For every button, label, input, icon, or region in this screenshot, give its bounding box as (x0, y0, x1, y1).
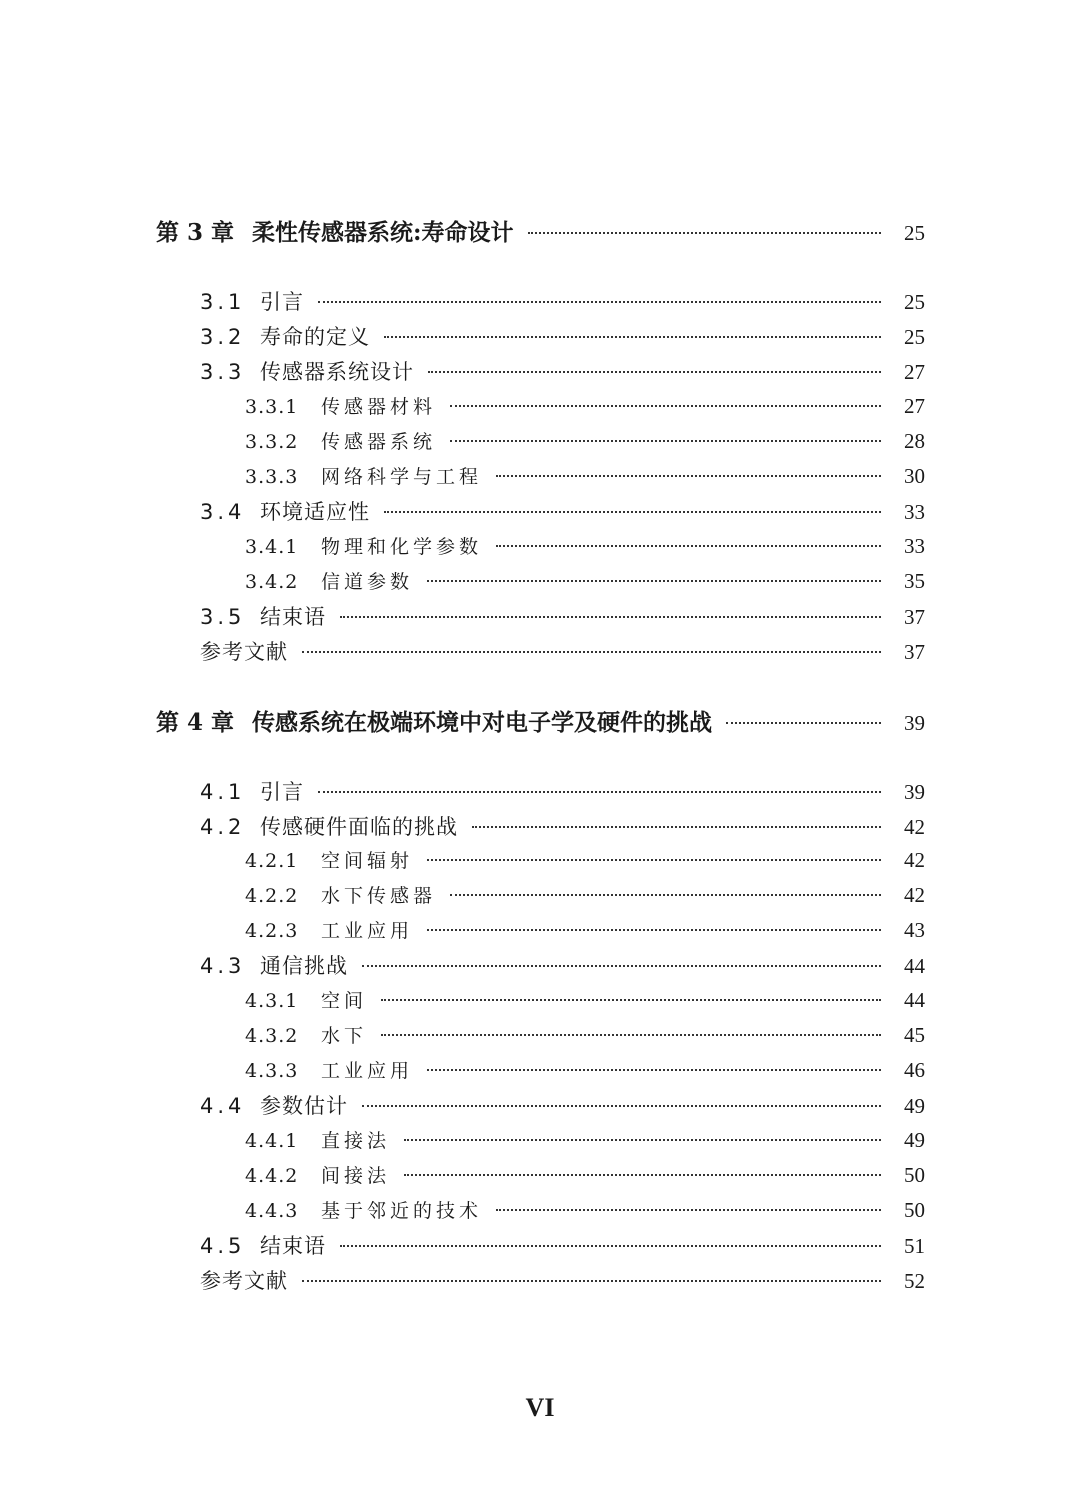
chapter-number: 第 4 章 (156, 709, 235, 736)
dot-leader (404, 1139, 881, 1141)
page-number: 35 (904, 569, 925, 593)
subsection-title: 间接法 (321, 1165, 391, 1187)
dot-leader (340, 1245, 881, 1247)
dot-leader (381, 999, 881, 1001)
dot-leader (472, 826, 881, 828)
section-title: 通信挑战 (260, 954, 348, 978)
section-number: 3.4 (200, 500, 246, 524)
section-number: 4.1 (200, 780, 246, 804)
subsection-number: 4.2.2 (245, 885, 299, 907)
section-title: 寿命的定义 (260, 325, 370, 349)
page-number: 33 (904, 534, 925, 558)
dot-leader (340, 616, 881, 618)
subsection-title: 空间辐射 (321, 850, 414, 872)
toc-entry (0, 1230, 1080, 1260)
section-title: 环境适应性 (260, 500, 370, 524)
subsection-title: 网络科学与工程 (321, 466, 483, 488)
toc-entry (0, 427, 1080, 454)
dot-leader (450, 440, 881, 442)
subsection-title: 直接法 (321, 1130, 391, 1152)
subsection-number: 4.2.3 (245, 920, 299, 942)
page-number: 45 (904, 1023, 925, 1047)
subsection-number: 4.3.2 (245, 1025, 299, 1047)
chapter-title: 柔性传感器系统:寿命设计 (252, 219, 514, 246)
page-number: 30 (904, 464, 925, 488)
subsection-title: 工业应用 (321, 1060, 414, 1082)
page-number: 33 (904, 500, 925, 524)
page-number: 27 (904, 394, 925, 418)
dot-leader (427, 1069, 881, 1071)
toc-entry (0, 776, 1080, 806)
section-number: 4.3 (200, 954, 246, 978)
toc-entry (0, 846, 1080, 873)
toc-entry (0, 356, 1080, 386)
subsection-number: 4.3.3 (245, 1060, 299, 1082)
chapter-heading (0, 704, 1080, 737)
section-number: 4.5 (200, 1234, 246, 1258)
dot-leader (528, 232, 882, 234)
toc-entry (0, 532, 1080, 559)
page-number: 42 (904, 883, 925, 907)
subsection-title: 信道参数 (321, 571, 414, 593)
page-number: 39 (904, 780, 925, 804)
dot-leader (496, 475, 881, 477)
subsection-number: 4.4.1 (245, 1130, 299, 1152)
section-title: 传感器系统设计 (260, 360, 414, 384)
page-number: 42 (904, 848, 925, 872)
chapter-title: 传感系统在极端环境中对电子学及硬件的挑战 (252, 709, 712, 736)
toc-entry (0, 1196, 1080, 1223)
toc-entry (0, 1090, 1080, 1120)
dot-leader (428, 371, 881, 373)
section-title: 参考文献 (200, 1269, 288, 1293)
section-number: 3.5 (200, 605, 246, 629)
section-number: 4.2 (200, 815, 246, 839)
subsection-number: 4.4.3 (245, 1200, 299, 1222)
subsection-number: 4.2.1 (245, 850, 299, 872)
dot-leader (384, 336, 881, 338)
page-number: 25 (904, 325, 925, 349)
subsection-number: 3.3.1 (245, 396, 299, 418)
page-footer-number: VI (525, 1393, 555, 1422)
subsection-title: 物理和化学参数 (321, 536, 483, 558)
toc-entry (0, 1056, 1080, 1083)
subsection-title: 空间 (321, 990, 368, 1012)
page-number: 46 (904, 1058, 925, 1082)
dot-leader (496, 1209, 881, 1211)
page-number: 49 (904, 1128, 925, 1152)
dot-leader (381, 1034, 881, 1036)
dot-leader (404, 1174, 881, 1176)
subsection-title: 传感器系统 (321, 431, 437, 453)
toc-entry (0, 811, 1080, 841)
section-title: 结束语 (260, 605, 326, 629)
page-number: 39 (904, 711, 925, 735)
dot-leader (318, 791, 881, 793)
page-number: 25 (904, 290, 925, 314)
page-number: 37 (904, 640, 925, 664)
dot-leader (318, 301, 881, 303)
page-number: 28 (904, 429, 925, 453)
subsection-number: 4.4.2 (245, 1165, 299, 1187)
section-number: 3.1 (200, 290, 246, 314)
dot-leader (362, 965, 881, 967)
subsection-title: 水下传感器 (321, 885, 437, 907)
dot-leader (362, 1105, 881, 1107)
subsection-number: 3.4.2 (245, 571, 299, 593)
page-number: 51 (904, 1234, 925, 1258)
toc-entry (0, 601, 1080, 631)
section-title: 参数估计 (260, 1094, 348, 1118)
page-number: 42 (904, 815, 925, 839)
section-title: 结束语 (260, 1234, 326, 1258)
subsection-title: 基于邻近的技术 (321, 1200, 483, 1222)
toc-entry (0, 1126, 1080, 1153)
toc-entry (0, 462, 1080, 489)
toc-entry-references (0, 636, 1080, 666)
toc-entry-references (0, 1265, 1080, 1295)
page-number: 27 (904, 360, 925, 384)
dot-leader (427, 929, 881, 931)
subsection-number: 3.4.1 (245, 536, 299, 558)
dot-leader (384, 511, 881, 513)
page-number: 49 (904, 1094, 925, 1118)
section-title: 参考文献 (200, 640, 288, 664)
section-number: 3.3 (200, 360, 246, 384)
page-number: 43 (904, 918, 925, 942)
section-number: 4.4 (200, 1094, 246, 1118)
toc-entry (0, 986, 1080, 1013)
toc-entry (0, 496, 1080, 526)
dot-leader (427, 859, 881, 861)
subsection-number: 4.3.1 (245, 990, 299, 1012)
subsection-title: 工业应用 (321, 920, 414, 942)
dot-leader (496, 545, 881, 547)
toc-entry (0, 950, 1080, 980)
subsection-number: 3.3.3 (245, 466, 299, 488)
dot-leader (726, 722, 881, 724)
page-number: 44 (904, 988, 925, 1012)
section-number: 3.2 (200, 325, 246, 349)
page-number: 50 (904, 1163, 925, 1187)
page-number: 50 (904, 1198, 925, 1222)
toc-entry (0, 881, 1080, 908)
section-title: 引言 (260, 780, 304, 804)
section-title: 传感硬件面临的挑战 (260, 815, 458, 839)
toc-entry (0, 286, 1080, 316)
toc-entry (0, 1161, 1080, 1188)
dot-leader (427, 580, 881, 582)
toc-entry (0, 567, 1080, 594)
toc-entry (0, 1021, 1080, 1048)
dot-leader (302, 1280, 881, 1282)
section-title: 引言 (260, 290, 304, 314)
subsection-title: 传感器材料 (321, 396, 437, 418)
toc-entry (0, 321, 1080, 351)
page-number: 44 (904, 954, 925, 978)
toc-entry (0, 916, 1080, 943)
page-number: 25 (904, 221, 925, 245)
page-number: 37 (904, 605, 925, 629)
chapter-heading (0, 214, 1080, 247)
dot-leader (450, 894, 881, 896)
dot-leader (450, 405, 881, 407)
subsection-number: 3.3.2 (245, 431, 299, 453)
page-number: 52 (904, 1269, 925, 1293)
toc-entry (0, 392, 1080, 419)
dot-leader (302, 651, 881, 653)
subsection-title: 水下 (321, 1025, 368, 1047)
chapter-number: 第 3 章 (156, 219, 235, 246)
